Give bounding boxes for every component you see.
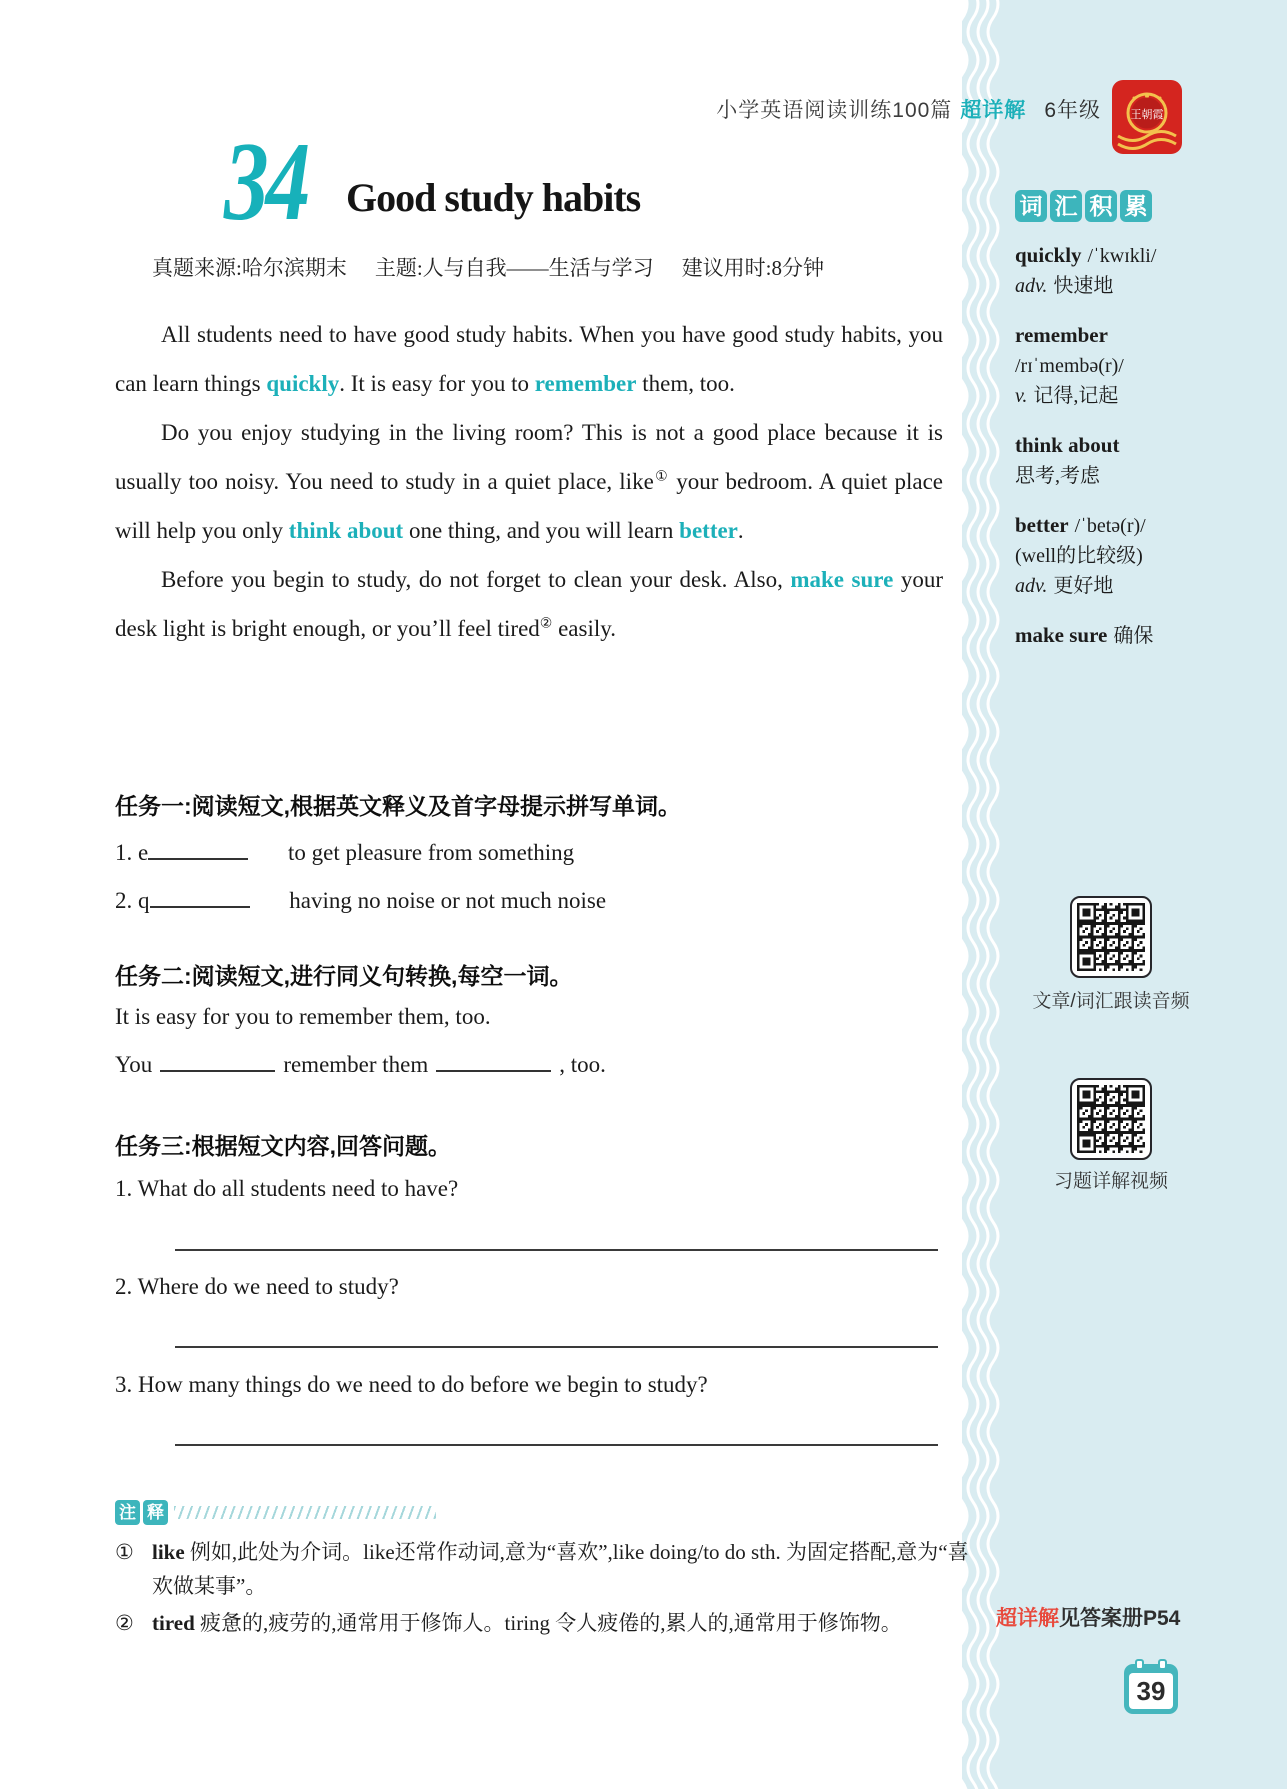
task1-heading: 任务一:阅读短文,根据英文释义及首字母提示拼写单词。 (115, 793, 682, 819)
answer-line (175, 1249, 938, 1251)
vocab-definition: 更好地 (1053, 575, 1114, 597)
fill-mid: remember them (283, 1052, 429, 1077)
vocab-phonetic: /ˈkwɪkli/ (1087, 245, 1157, 267)
brand-logo-icon (1112, 80, 1182, 154)
vocab-definition: 快速地 (1053, 275, 1114, 297)
vocab-entry (1015, 510, 1265, 601)
answer-ref-edition: 超详解 (996, 1607, 1059, 1630)
item-letter: e (138, 840, 149, 865)
lesson-number: 34 (224, 120, 308, 244)
vocab-entry (1015, 430, 1265, 491)
answer-ref-page: P54 (1143, 1607, 1181, 1630)
item-definition: having no noise or not much noise (289, 888, 607, 913)
answer-line (175, 1346, 938, 1348)
page-number: 39 (1129, 1673, 1173, 1709)
task3-heading: 任务三:根据短文内容,回答问题。 (115, 1133, 452, 1159)
vocab-pos: v. (1015, 385, 1028, 407)
answer-book-reference (996, 1602, 1180, 1632)
notes-badge (115, 1500, 168, 1525)
vocab-word: quickly (1015, 243, 1082, 267)
notes-badge-char: 注 (115, 1500, 140, 1525)
vocab-word: think about (1015, 433, 1120, 457)
header-series-title: 小学英语阅读训练100篇 (716, 99, 953, 122)
answer-line (175, 1444, 938, 1446)
page-header (716, 94, 1101, 124)
note-word: tired (152, 1611, 195, 1635)
note-number: ② (115, 1611, 134, 1635)
calendar-tab (1135, 1659, 1144, 1670)
answer-blank (436, 1050, 551, 1072)
item-definition: to get pleasure from something (287, 840, 575, 865)
header-grade-label: 6年级 (1044, 99, 1101, 122)
answer-blank (150, 886, 250, 908)
lesson-meta (152, 252, 852, 282)
vocab-badge-char: 词 (1015, 190, 1047, 222)
item-number: 1. (115, 840, 133, 865)
vocab-badge-char: 累 (1120, 190, 1152, 222)
passage-paragraph: Before you begin to study, do not forget to clean your desk. Also, make sure your desk light is bright enough, or you’ll feel tired② easily. (115, 567, 943, 641)
note-number: ① (115, 1540, 134, 1564)
vocab-word: remember (1015, 323, 1108, 347)
vocab-definition: 确保 (1113, 625, 1154, 647)
vocab-word: make sure (1015, 623, 1108, 647)
note-item (115, 1606, 974, 1640)
task3-question: 2. Where do we need to study? (115, 1274, 399, 1299)
answer-blank (160, 1050, 275, 1072)
meta-time: 建议用时:8分钟 (681, 256, 825, 280)
note-item (115, 1535, 974, 1603)
vocab-pos: adv. (1015, 575, 1048, 597)
vocab-badge-char: 积 (1085, 190, 1117, 222)
vocab-entry (1015, 240, 1265, 301)
note-text: 疲惫的,疲劳的,通常用于修饰人。tiring 令人疲倦的,累人的,通常用于修饰物。 (200, 1611, 902, 1635)
qr-audio-label: 文章/词汇跟读音频 (1032, 991, 1190, 1012)
vocab-phonetic: /ˈbetə(r)/ (1074, 515, 1146, 537)
vocabulary-list (1015, 240, 1265, 670)
passage-paragraph: Do you enjoy studying in the living room? This is not a good place because it is usually too noisy. You need to study in a quiet place, like① your bedroom. A quiet place will help you only think about one thing, and you will learn better. (115, 420, 943, 543)
vocab-pos: adv. (1015, 275, 1048, 297)
calendar-tab (1158, 1659, 1167, 1670)
logo-brand-text: 王朝霞 (1130, 109, 1164, 121)
item-number: 2. (115, 888, 133, 913)
qr-code-audio-icon (1070, 896, 1152, 978)
lesson-title: Good study habits (346, 175, 641, 220)
item-letter: q (138, 888, 150, 913)
answer-blank (148, 838, 248, 860)
qr-code-video-icon (1070, 1078, 1152, 1160)
calendar-page-number-icon (1124, 1664, 1178, 1714)
task1-item (115, 886, 606, 914)
task3-question: 3. How many things do we need to do before we begin to study? (115, 1372, 708, 1397)
vocab-definition: 思考,考虑 (1015, 465, 1100, 487)
vocab-note: (well的比较级) (1015, 545, 1143, 567)
notes-badge-char: 释 (143, 1500, 168, 1525)
meta-topic: 主题:人与自我——生活与学习 (374, 256, 654, 280)
meta-source: 真题来源:哈尔滨期末 (152, 256, 347, 280)
fill-before: You (115, 1052, 153, 1077)
fill-after: , too. (559, 1052, 606, 1077)
note-word: like (152, 1540, 185, 1564)
vocab-definition: 记得,记起 (1033, 385, 1119, 407)
header-edition-label: 超详解 (960, 99, 1027, 122)
task2-heading: 任务二:阅读短文,进行同义句转换,每空一词。 (115, 963, 573, 989)
note-text: 例如,此处为介词。like还常作动词,意为“喜欢”,like doing/to do sth. 为固定搭配,意为“喜欢做某事”。 (152, 1540, 969, 1598)
task2-sentence: It is easy for you to remember them, too. (115, 1004, 491, 1029)
vocab-badge-char: 汇 (1050, 190, 1082, 222)
answer-ref-text: 见答案册 (1059, 1607, 1143, 1630)
passage-paragraph: All students need to have good study habits. When you have good study habits, you can learn things quickly. It is easy for you to remember them, too. (115, 322, 943, 396)
wavy-divider (952, 0, 1006, 1789)
task2-fill-line (115, 1050, 606, 1078)
vocab-entry (1015, 320, 1265, 411)
qr-video-label: 习题详解视频 (1053, 1171, 1168, 1192)
task3-question: 1. What do all students need to have? (115, 1176, 459, 1201)
task1-item (115, 838, 574, 866)
passage (115, 310, 943, 653)
vocab-entry (1015, 620, 1265, 651)
notes-decoration (174, 1506, 436, 1519)
vocab-phonetic: /rɪˈmembə(r)/ (1015, 355, 1124, 377)
vocab-word: better (1015, 513, 1069, 537)
vocabulary-badge (1015, 190, 1152, 222)
